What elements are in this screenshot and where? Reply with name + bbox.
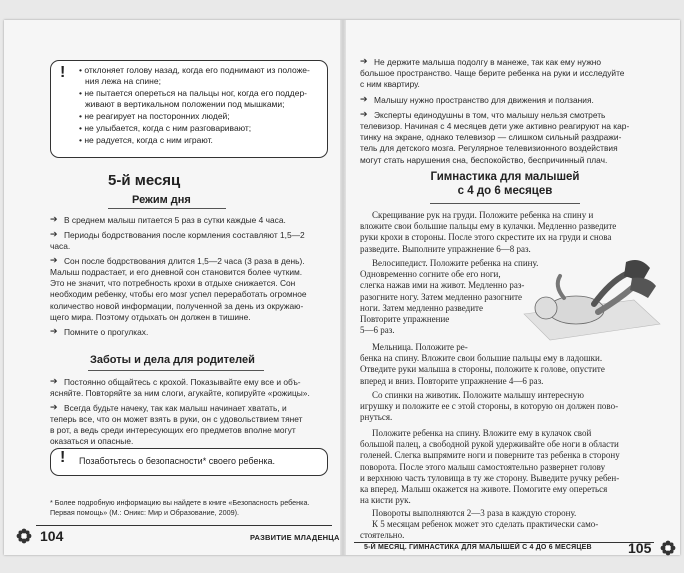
exercise-windmill: Мельница. Положите ре- бенка на спину. Вложите свои большие пальцы ему в ладошки. Отведите руки малыша в стороны, положите к голове, опустите вперед и вниз. Повторите упражнение 4—6 раз. [360,342,605,386]
heading-underline [88,370,264,371]
heading-underline [108,208,226,209]
safety-note [50,448,328,476]
arrow-icon: ➔ [360,95,368,105]
gymnastics-heading: Гимнастика для малышей с 4 до 6 месяцев [430,171,580,197]
paragraph: В среднем малыш питается 5 раз в сутки каждые 4 часа. [64,215,286,225]
section-heading: Заботы и дела для родителей [90,354,255,366]
paragraph-cont: часа. [50,241,71,251]
paragraph-cont: Малыш подрастает, и его дневной сон становится более чутким. Это не значит, что потребность крохи в отдыхе снижается. Сон необходим ребенку, чтобы его мозг успел переработать огромное количество новой информации, полученной за день из окружаю- щего мира. Поэтому отдыхать он должен в тишине. [50,267,307,322]
arrow-icon: ➔ [50,377,58,387]
paragraph: Не держите малыша подолгу в манеже, так как ему нужно [374,57,602,67]
exclamation-icon: ! [60,64,66,81]
paragraph-cont: теперь все, что он может взять в руки, он с удовольствием тянет в рот, а ведь среди интересующих его предметов вполне могут оказаться и опасные. [50,414,303,447]
page-number: 105 [628,540,652,556]
exercise-crossed-arms: Скрещивание рук на груди. Положите ребенка на спину и вложите свои большие пальцы ему в кулачки. Медленно разведите руки крохи в стороны. После этого скрестите их на груди и снова разведите. Выполните упражнение 6—8 раз. [360,210,617,254]
paragraph: Помните о прогулках. [64,327,149,337]
arrow-icon: ➔ [50,230,58,240]
heading-underline [430,203,580,204]
note-line: • не реагирует на посторонних людей; [79,111,230,121]
arrow-icon: ➔ [360,57,368,67]
right-page [346,20,680,555]
paragraph: Малышу нужно пространство для движения и ползания. [374,95,594,105]
paragraph-cont: большое пространство. Чаще берите ребенка на руки и исследуйте с ним квартиру. [360,68,625,90]
exercise-repetitions: Повороты выполняются 2—3 раза в каждую сторону. К 5 месяцам ребенок может это сделать практически само- стоятельно. [360,508,599,541]
note-line: ния лежа на спине; [85,76,161,86]
book-spread [4,20,680,555]
paragraph-cont: телевизор. Начиная с 4 месяцев дети уже активно реагируют на кар- тинку на экране, однако телевизор — слишком сильный раздражи- тель для детского мозга. Регулярное телевизионного воздействия могут стать нарушения сна, беспокойство, беспричинный плач. [360,121,630,165]
running-head: 5-Й МЕСЯЦ. ГИМНАСТИКА ДЛЯ МАЛЫШЕЙ С 4 ДО 6 МЕСЯЦЕВ [364,544,592,551]
baby-exercise-illustration [514,252,664,342]
arrow-icon: ➔ [50,215,58,225]
exclamation-icon: ! [60,449,66,466]
arrow-icon: ➔ [360,110,368,120]
exercise-description: Положите ребенка на спину. Вложите ему в кулачок свой большой палец, а свободной рукой удерживайте обе ноги в области голеней. Слегка выпрямите ноги и поверните таз ребенка в сторону поворота. После этого малыш самостоятельно развернет голову и верхнюю часть туловища в ту же сторону. Выведите ручку ребен- ка вперед. Малыш окажется на животе. Помогите ему опереться на кисти рук. [360,428,620,506]
arrow-icon: ➔ [50,327,58,337]
exercise-back-to-belly: Со спинки на животик. Положите малышу интересную игрушку и положите ее с этой стороны, в которую он должен пово- рнуться. [360,390,619,423]
flower-ornament-icon [16,528,32,544]
arrow-icon: ➔ [50,403,58,413]
note-line: • не пытается опереться на пальцы ног, когда его поддер- [79,88,308,98]
paragraph-cont: ясняйте. Повторяйте за ним слоги, агукайте, копируйте «рожицы». [50,388,310,398]
note-line: • отклоняет голову назад, когда его поднимают из положе- [79,65,310,75]
left-page [4,20,340,555]
note-line: живают в вертикальном положении под мышками; [85,99,285,109]
note-line: Позаботьтесь о безопасности* своего ребенка. [79,456,276,466]
page-number: 104 [40,528,64,544]
note-line: • не радуется, когда с ним играют. [79,135,213,145]
paragraph: Периоды бодрствования после кормления составляют 1,5—2 [64,230,305,240]
section-heading: Режим дня [132,194,191,206]
note-line: • не улыбается, когда с ним разговаривают; [79,123,252,133]
paragraph: Всегда будьте начеку, так как малыш начинает хватать, и [64,403,287,413]
running-head: РАЗВИТИЕ МЛАДЕНЦА [250,533,340,542]
paragraph: Постоянно общайтесь с крохой. Показывайте ему все и объ- [64,377,301,387]
paragraph: Эксперты единодушны в том, что малышу нельзя смотреть [374,110,606,120]
arrow-icon: ➔ [50,256,58,266]
warning-note [50,60,328,158]
footer-rule [36,525,332,526]
exercise-cyclist: Велосипедист. Положите ребенка на спину. Одновременно согните обе его ноги, слегка нажав ими на живот. Медленно раз- разогните ногу. Затем медленно разогните ноги. Затем медленно разведите Повторите упражнение 5—6 раз. [360,258,539,336]
month-heading: 5-й месяц [108,172,181,189]
footnote: * Более подробную информацию вы найдете в книге «Безопасность ребенка. Первая помощь» (М.: Оникс: Мир и Образование, 2009). [50,498,310,517]
flower-ornament-icon [660,540,676,556]
paragraph: Сон после бодрствования длится 1,5—2 часа (3 раза в день). [64,256,305,266]
footer-rule [354,542,654,543]
